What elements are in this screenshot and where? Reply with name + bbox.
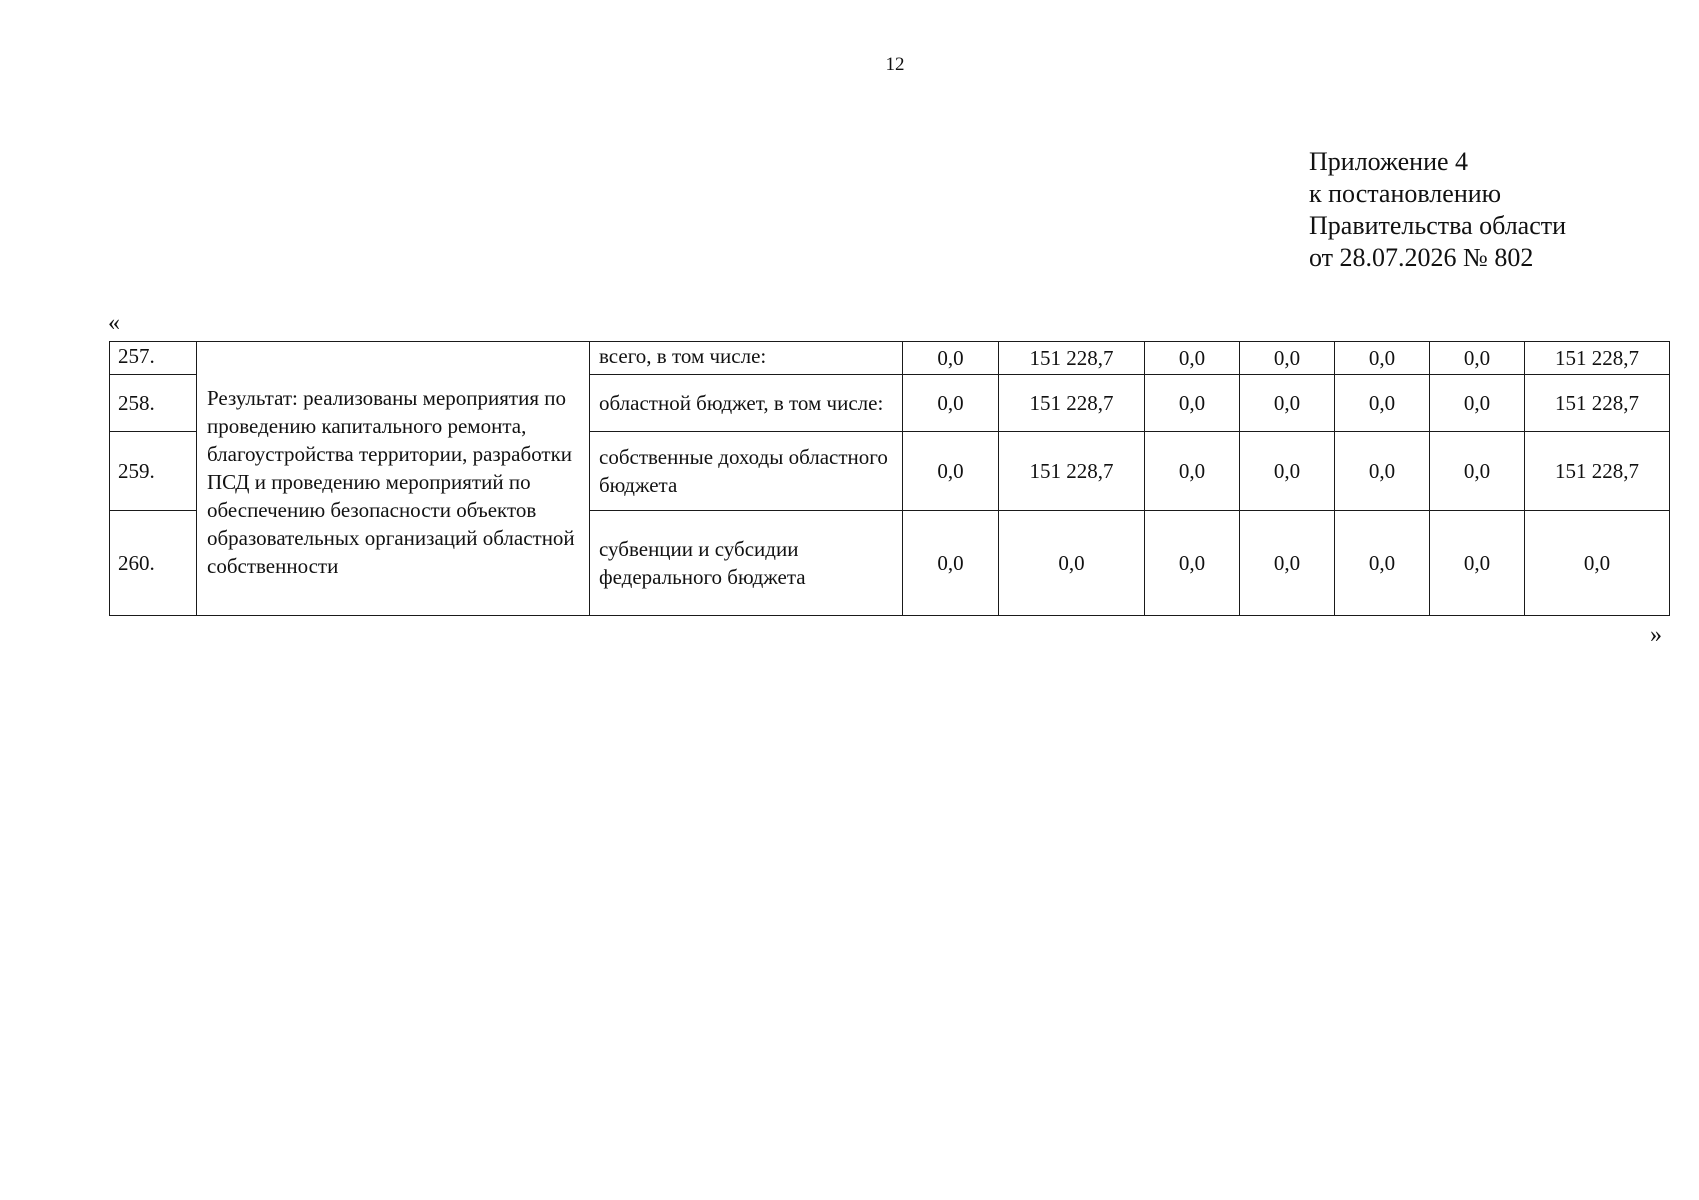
value-cell: 0,0	[1240, 511, 1335, 616]
value-cell: 0,0	[903, 375, 999, 432]
funding-source: всего, в том числе:	[590, 342, 903, 375]
appendix-line-3: Правительства области	[1309, 211, 1567, 240]
value-cell: 0,0	[1145, 432, 1240, 511]
value-cell: 0,0	[903, 432, 999, 511]
page-number: 12	[885, 54, 905, 75]
funding-source: субвенции и субсидии федерального бюджета	[590, 511, 903, 616]
total-cell: 0,0	[1525, 511, 1670, 616]
value-cell: 0,0	[1240, 375, 1335, 432]
budget-table	[109, 341, 1670, 616]
value-cell: 0,0	[1145, 511, 1240, 616]
value-cell: 0,0	[1430, 432, 1525, 511]
total-cell: 151 228,7	[1525, 342, 1670, 375]
value-cell: 151 228,7	[999, 342, 1145, 375]
row-number: 260.	[110, 511, 197, 616]
value-cell: 151 228,7	[999, 432, 1145, 511]
value-cell: 0,0	[903, 342, 999, 375]
value-cell: 0,0	[1430, 342, 1525, 375]
appendix-title: Приложение 4	[1309, 147, 1469, 176]
appendix-line-2: к постановлению	[1309, 179, 1502, 208]
value-cell: 0,0	[1430, 511, 1525, 616]
opening-quote: «	[108, 310, 120, 336]
closing-quote: »	[1650, 622, 1662, 648]
row-number: 259.	[110, 432, 197, 511]
value-cell: 151 228,7	[999, 375, 1145, 432]
value-cell: 0,0	[1145, 375, 1240, 432]
value-cell: 0,0	[999, 511, 1145, 616]
row-number: 258.	[110, 375, 197, 432]
total-cell: 151 228,7	[1525, 432, 1670, 511]
value-cell: 0,0	[1335, 342, 1430, 375]
value-cell: 0,0	[1335, 511, 1430, 616]
table-row	[110, 342, 1670, 375]
appendix-header	[1309, 146, 1566, 274]
value-cell: 0,0	[1240, 342, 1335, 375]
total-cell: 151 228,7	[1525, 375, 1670, 432]
funding-source: областной бюджет, в том числе:	[590, 375, 903, 432]
value-cell: 0,0	[903, 511, 999, 616]
result-description: Результат: реализованы мероприятия по проведению капитального ремонта, благоустройства территории, разработки ПСД и проведению мероприятий по обеспечению безопасности объектов образовательных организаций областной собственности	[197, 342, 590, 616]
value-cell: 0,0	[1430, 375, 1525, 432]
value-cell: 0,0	[1145, 342, 1240, 375]
funding-source: собственные доходы областного бюджета	[590, 432, 903, 511]
value-cell: 0,0	[1335, 375, 1430, 432]
value-cell: 0,0	[1335, 432, 1430, 511]
appendix-date-number: от 28.07.2026 № 802	[1309, 243, 1534, 272]
row-number: 257.	[110, 342, 197, 375]
value-cell: 0,0	[1240, 432, 1335, 511]
